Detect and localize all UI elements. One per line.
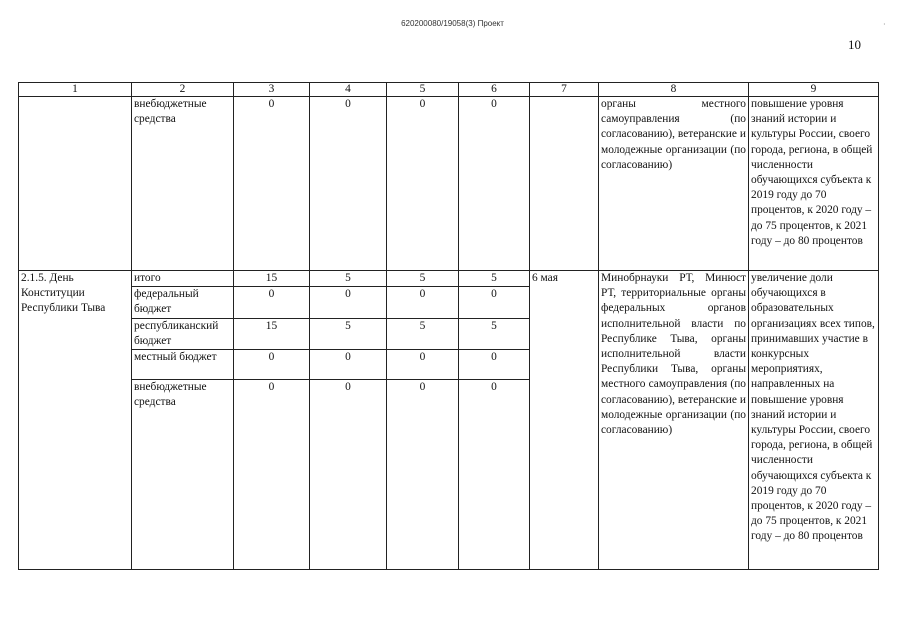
- event-date: 6 мая: [530, 271, 599, 570]
- funding-source: внебюджетные средства: [132, 380, 234, 570]
- value-cell: 0: [459, 380, 530, 570]
- value-cell: 5: [310, 271, 387, 287]
- table-row: [19, 271, 879, 287]
- value-cell: 0: [387, 97, 459, 271]
- event-name: 2.1.5. День Конституции Республики Тыва: [19, 271, 132, 570]
- value-cell: 5: [459, 271, 530, 287]
- column-number: 5: [387, 83, 459, 97]
- column-number: 8: [599, 83, 749, 97]
- value-cell: 0: [234, 380, 310, 570]
- value-cell: 5: [310, 318, 387, 349]
- value-cell: 15: [234, 271, 310, 287]
- program-table: [18, 82, 879, 570]
- value-cell: 5: [459, 318, 530, 349]
- column-number: 3: [234, 83, 310, 97]
- value-cell: 0: [234, 287, 310, 318]
- value-cell: 0: [310, 380, 387, 570]
- column-number: 6: [459, 83, 530, 97]
- page-number: 10: [848, 37, 861, 52]
- funding-source: республиканский бюджет: [132, 318, 234, 349]
- value-cell: 0: [459, 97, 530, 271]
- event-name-cell: [19, 97, 132, 271]
- column-number-row: [19, 83, 879, 97]
- value-cell: 0: [387, 287, 459, 318]
- column-number: 7: [530, 83, 599, 97]
- event-executors: Минобрнауки РТ, Минюст РТ, территориальные органы федеральных органов исполнительной власти по Республике Тыва, органы исполнительной власти Республики Тыва, органы местного самоуправления (по согласованию), ветеранские и молодежные организации (по согласованию): [599, 271, 749, 570]
- result-cell: повышение уровня знаний истории и культуры России, своего города, региона, в общей численности обучающихся субъекта к 2019 году до 70 процентов, к 2020 году – до 75 процентов, к 2021 году – до 80 процентов: [749, 97, 879, 271]
- document-header-code: 620200080/19058(3) Проект: [401, 19, 504, 28]
- value-cell: 0: [387, 350, 459, 380]
- column-number: 1: [19, 83, 132, 97]
- column-number: 4: [310, 83, 387, 97]
- funding-source: федеральный бюджет: [132, 287, 234, 318]
- value-cell: 5: [387, 318, 459, 349]
- value-cell: 0: [387, 380, 459, 570]
- table-row: [19, 97, 879, 271]
- value-cell: 0: [310, 350, 387, 380]
- column-number: 2: [132, 83, 234, 97]
- event-result: увеличение доли обучающихся в образовательных организациях всех типов, принимавших участие в конкурсных мероприятиях, направленных на повышение уровня знаний истории и культуры России, своего города, региона, в общей численности обучающихся субъекта к 2019 году до 70 процентов, к 2020 году – до 75 процентов, к 2021 году – до 80 процентов: [749, 271, 879, 570]
- value-cell: 0: [459, 350, 530, 380]
- value-cell: 5: [387, 271, 459, 287]
- margin-mark: ·: [883, 20, 886, 29]
- funding-source: итого: [132, 271, 234, 287]
- funding-source: местный бюджет: [132, 350, 234, 380]
- date-cell: [530, 97, 599, 271]
- value-cell: 0: [459, 287, 530, 318]
- value-cell: 0: [310, 97, 387, 271]
- executors-cell: органы местного самоуправления (по согласованию), ветеранские и молодежные организации (по согласованию): [599, 97, 749, 271]
- value-cell: 0: [310, 287, 387, 318]
- value-cell: 15: [234, 318, 310, 349]
- column-number: 9: [749, 83, 879, 97]
- value-cell: 0: [234, 350, 310, 380]
- value-cell: 0: [234, 97, 310, 271]
- funding-source: внебюджетные средства: [132, 97, 234, 271]
